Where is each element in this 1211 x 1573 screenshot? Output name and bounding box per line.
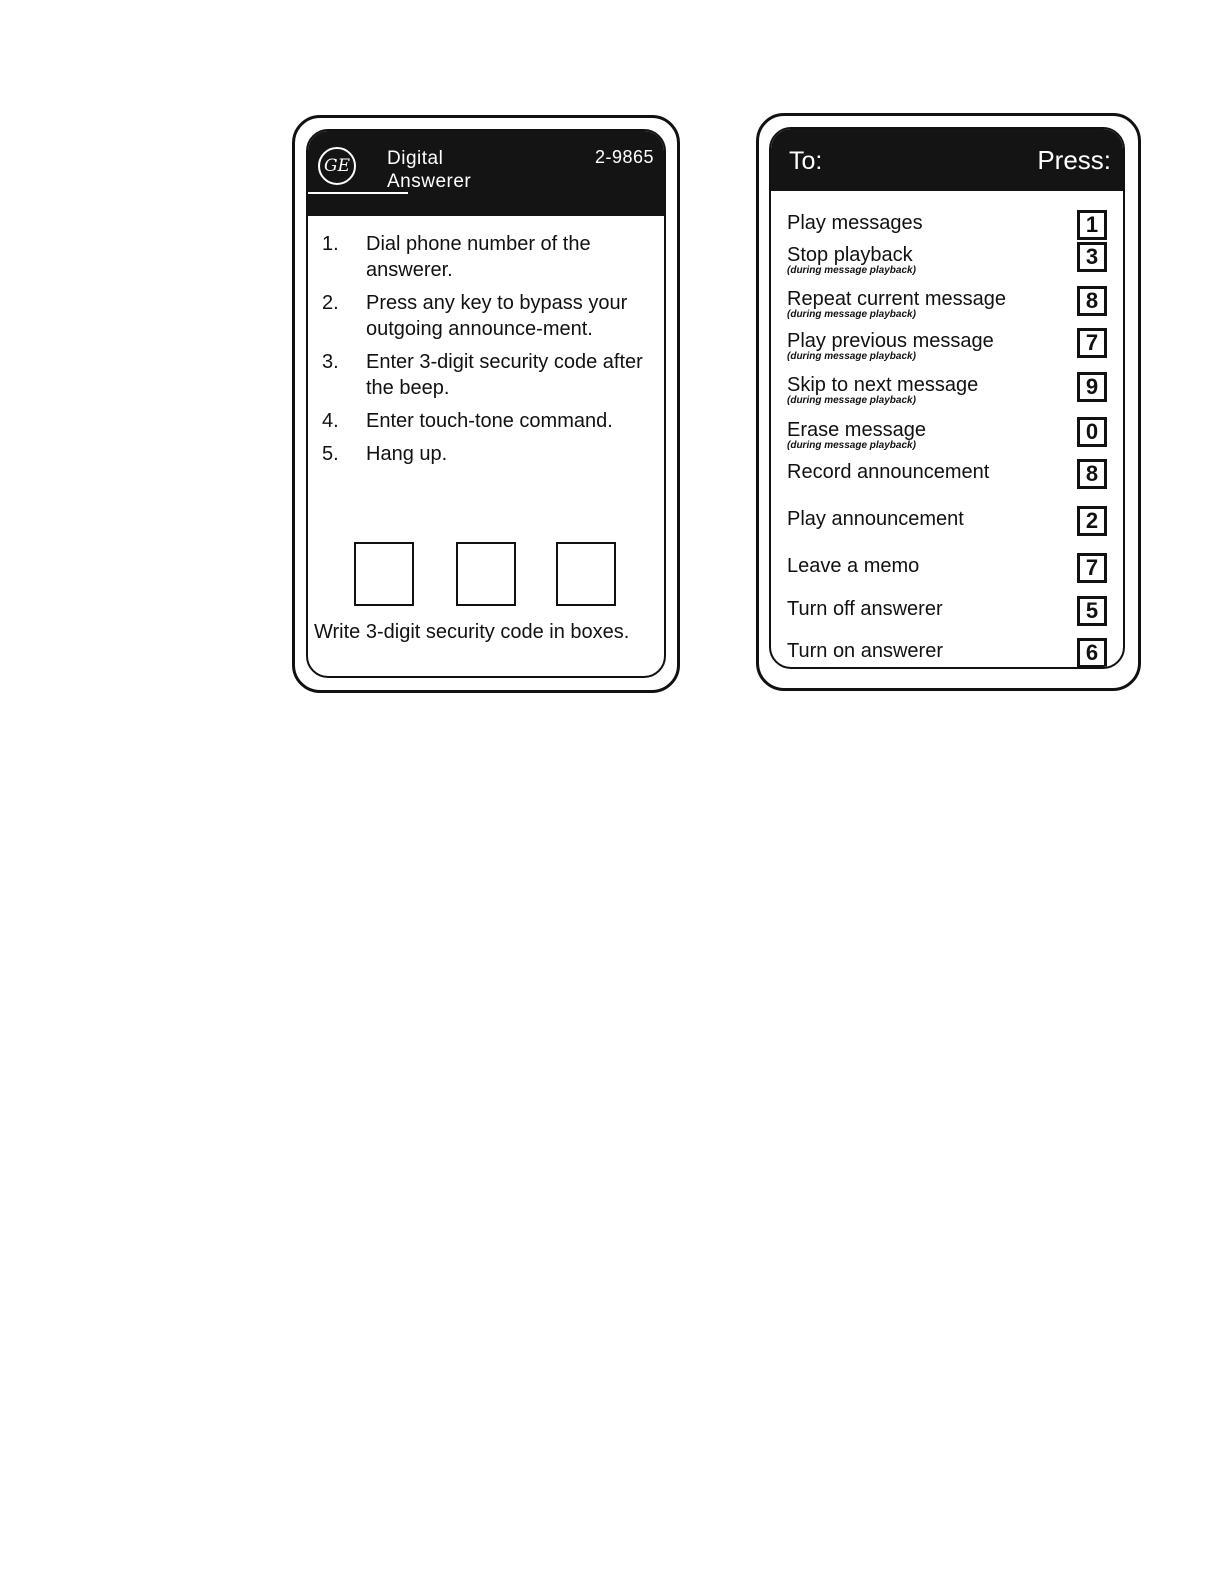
step-text: Press any key to bypass your outgoing announce-ment. [366,292,628,340]
key-5-icon: 5 [1077,596,1107,626]
key-2-icon: 2 [1077,506,1107,536]
banner-divider [308,192,408,194]
key-3-icon: 3 [1077,242,1107,272]
command-row-play-previous-message [787,330,1113,370]
command-label: Play messages [787,212,923,234]
command-row-play-announcement [787,508,1113,548]
key-9-icon: 9 [1077,372,1107,402]
security-code-box-3 [556,542,616,606]
step-number: 1. [322,233,339,255]
ge-logo-icon: GE [318,147,356,185]
step-item [322,231,658,283]
key-1-icon: 1 [1077,210,1107,240]
command-row-erase-message [787,419,1113,459]
step-text: Enter 3-digit security code after the beep. [366,351,643,399]
security-code-caption: Write 3-digit security code in boxes. [314,621,630,643]
product-title [387,147,471,193]
command-label: Play previous message [787,330,994,352]
step-number: 3. [322,351,339,373]
step-item [322,441,658,467]
key-6-icon: 6 [1077,638,1107,668]
step-number: 2. [322,292,339,314]
command-label: Record announcement [787,461,990,483]
product-title-line2: Answerer [387,171,472,192]
instruction-steps [322,231,658,474]
quick-reference-card-left [292,115,680,693]
command-note: (during message playback) [787,395,916,406]
command-note: (during message playback) [787,440,916,451]
key-8-icon: 8 [1077,286,1107,316]
command-label: Leave a memo [787,555,920,577]
command-row-turn-on-answerer [787,640,1113,669]
step-number: 5. [322,443,339,465]
command-note: (during message playback) [787,351,916,362]
command-label: Skip to next message [787,374,979,396]
command-row-record-announcement [787,461,1113,501]
step-number: 4. [322,410,339,432]
step-text: Hang up. [366,443,448,465]
step-text: Enter touch-tone command. [366,410,613,432]
command-row-stop-playback [787,244,1113,284]
key-7-icon: 7 [1077,328,1107,358]
command-reference-card-right [756,113,1141,691]
command-label: Stop playback [787,244,913,266]
security-code-box-1 [354,542,414,606]
command-note: (during message playback) [787,309,916,320]
command-label: Erase message [787,419,926,441]
card-inner-frame [306,129,666,678]
key-7-icon: 7 [1077,553,1107,583]
product-title-line1: Digital [387,148,444,169]
header-to-label: To: [789,147,823,175]
key-8-icon: 8 [1077,459,1107,489]
command-row-leave-a-memo [787,555,1113,595]
command-label: Turn off answerer [787,598,943,620]
card-inner-frame [769,127,1125,669]
command-label: Repeat current message [787,288,1007,310]
command-note: (during message playback) [787,265,916,276]
key-0-icon: 0 [1077,417,1107,447]
step-item [322,408,658,434]
security-code-box-2 [456,542,516,606]
step-text: Dial phone number of the answerer. [366,233,591,281]
command-label: Play announcement [787,508,964,530]
model-number: 2-9865 [594,147,654,167]
command-table-header [771,129,1123,191]
header-press-label: Press: [1037,145,1111,175]
command-label: Turn on answerer [787,640,943,662]
command-row-skip-to-next-message [787,374,1113,414]
step-item [322,349,658,401]
card-banner [308,131,664,216]
command-row-turn-off-answerer [787,598,1113,638]
step-item [322,290,658,342]
command-row-repeat-current-message [787,288,1113,328]
